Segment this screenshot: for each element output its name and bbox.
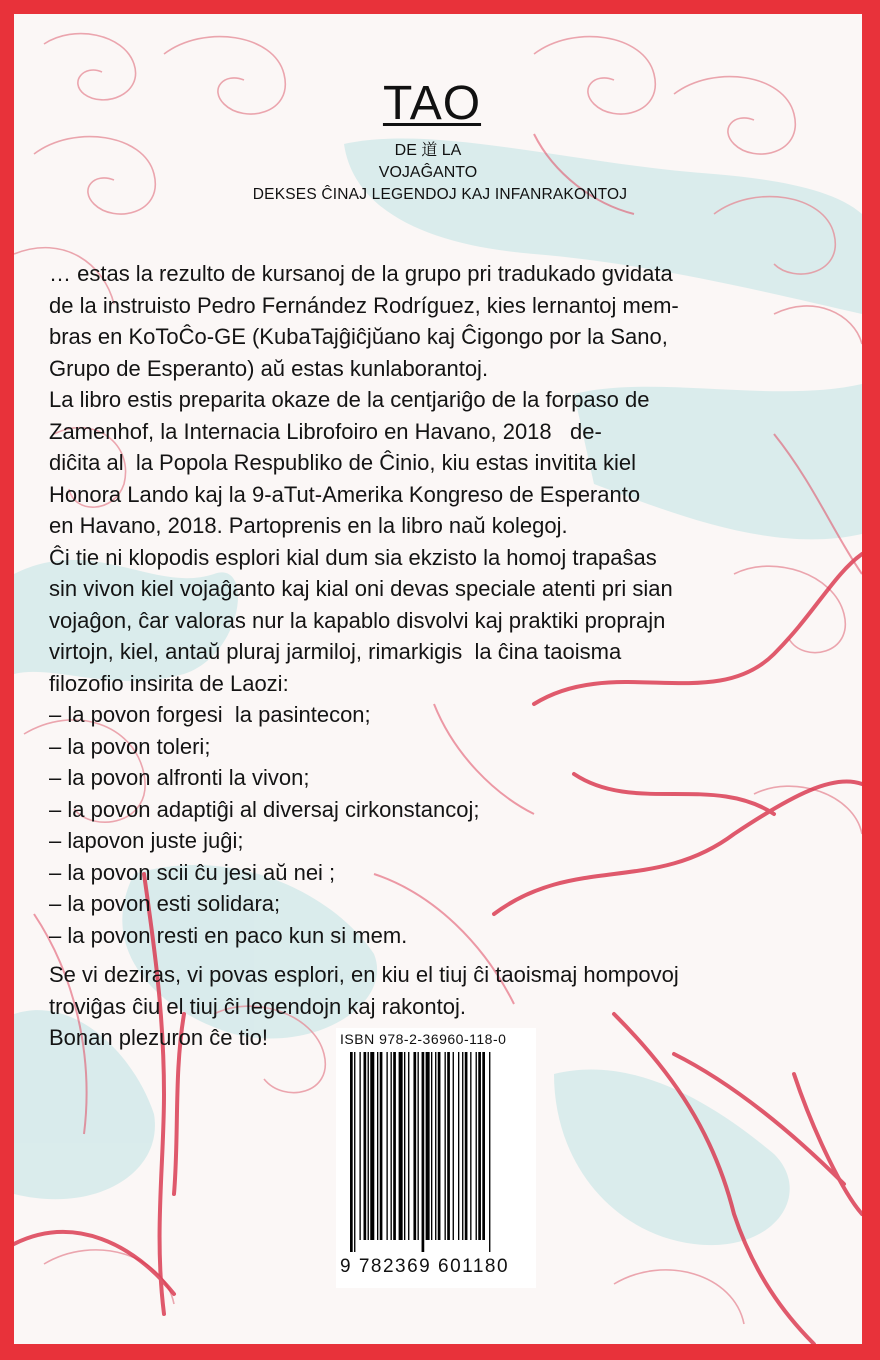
barcode-bar <box>422 1052 425 1252</box>
blurb-line: en Havano, 2018. Partoprenis en la libro naŭ kolegoj. <box>49 513 568 538</box>
blurb-line: Zamenhof, la Internacia Librofoiro en Havano, 2018 de- <box>49 418 602 444</box>
blurb-line: sin vivon kiel vojaĝanto kaj kial oni devas speciale atenti pri sian <box>49 576 673 601</box>
virtue-list-item: – la povon forgesi la pasintecon; <box>49 702 371 727</box>
barcode-bar <box>391 1052 392 1240</box>
barcode-bar <box>386 1052 387 1240</box>
virtue-list-item: – la povon scii ĉu jesi aŭ nei ; <box>49 859 336 885</box>
barcode-bar <box>482 1052 485 1240</box>
blurb-text <box>49 258 839 1054</box>
book-back-cover <box>14 14 862 1344</box>
virtue-list-item: – la povon toleri; <box>49 733 211 759</box>
blurb-line: filozofio insirita de Laozi: <box>49 670 289 696</box>
barcode-bar <box>458 1052 459 1240</box>
barcode-bar <box>435 1052 436 1240</box>
subtitle-line-3: DEKSES ĈINAJ LEGENDOJ KAJ INFANRAKONTOJ <box>252 186 628 203</box>
closing-line: troviĝas ĉiu el tiuj ĉi legendojn kaj rakontoj. <box>49 993 467 1019</box>
barcode-bar <box>476 1052 477 1240</box>
barcode-bar <box>445 1052 446 1240</box>
isbn-label: ISBN 978-2-36960-118-0 <box>340 1031 507 1047</box>
subtitle-line-2: VOJAĜANTO <box>378 164 478 181</box>
barcode-bar <box>377 1052 378 1240</box>
blurb-line: Grupo de Esperanto) aŭ estas kunlaborantoj. <box>49 355 489 381</box>
book-title: TAO <box>382 77 482 130</box>
barcode-image <box>350 1052 526 1252</box>
barcode-bar <box>408 1052 409 1240</box>
blurb-line: diĉita al la Popola Respubliko de Ĉinio, kiu estas invitita kiel <box>49 450 636 475</box>
barcode-bar <box>426 1052 430 1240</box>
barcode-bar <box>447 1052 450 1240</box>
blurb-line: vojaĝon, ĉar valoras nur la kapablo disvolvi kaj praktiki proprajn <box>49 607 666 633</box>
blurb-line: … estas la rezulto de kursanoj de la grupo pri tradukado gvidata <box>49 261 673 286</box>
virtue-list-item: – lapovon juste juĝi; <box>49 828 244 853</box>
isbn-barcode-box <box>336 1028 536 1288</box>
subtitle-line-1: DE 道 LA <box>394 142 462 159</box>
barcode-bar <box>431 1052 432 1240</box>
barcode-bar <box>380 1052 383 1240</box>
barcode-bar <box>368 1052 369 1240</box>
virtue-list-item: – la povon adaptiĝi al diversaj cirkonstancoj; <box>49 796 480 822</box>
barcode-bar <box>465 1052 468 1240</box>
blurb-line: de la instruisto Pedro Fernández Rodríguez, kies lernantoj mem- <box>49 292 679 318</box>
virtue-list-item: – la povon esti solidara; <box>49 891 281 916</box>
virtue-list-item: – la povon alfronti la vivon; <box>49 765 310 790</box>
barcode-bar <box>404 1052 405 1240</box>
title-block <box>14 78 862 206</box>
barcode-bar <box>438 1052 441 1240</box>
barcode-digits: 9 782369 601180 <box>340 1256 510 1277</box>
barcode-bar <box>359 1052 360 1240</box>
blurb-line: bras en KoToĈo-GE (KubaTajĝiĉjŭano kaj Ĉigongo por la Sano, <box>49 324 668 349</box>
barcode-bar <box>453 1052 454 1240</box>
blurb-line: virtojn, kiel, antaŭ pluraj jarmiloj, rimarkigis la ĉina taoisma <box>49 639 622 664</box>
blurb-line: La libro estis preparita okaze de la centjariĝo de la forpaso de <box>49 387 650 412</box>
barcode-bar <box>489 1052 490 1252</box>
blurb-line: Ĉi tie ni klopodis esplori kial dum sia ekzisto la homoj trapaŝas <box>49 544 657 570</box>
barcode-bar <box>354 1052 355 1252</box>
closing-line: Bonan plezuron ĉe tio! <box>49 1025 268 1050</box>
barcode-bar <box>478 1052 481 1240</box>
closing-line: Se vi deziras, vi povas esplori, en kiu el tiuj ĉi taoismaj hompovoj <box>49 962 679 987</box>
barcode-bar <box>364 1052 367 1240</box>
barcode-bar <box>370 1052 374 1240</box>
barcode-bar <box>462 1052 463 1240</box>
barcode-bar <box>399 1052 403 1240</box>
barcode-bar <box>350 1052 353 1252</box>
barcode-bar <box>413 1052 416 1240</box>
virtue-list-item: – la povon resti en paco kun si mem. <box>49 922 408 948</box>
blurb-line: Honora Lando kaj la 9-aTut-Amerika Kongreso de Esperanto <box>49 481 641 507</box>
barcode-bar <box>418 1052 419 1240</box>
barcode-bar <box>470 1052 471 1240</box>
barcode-bar <box>393 1052 396 1240</box>
